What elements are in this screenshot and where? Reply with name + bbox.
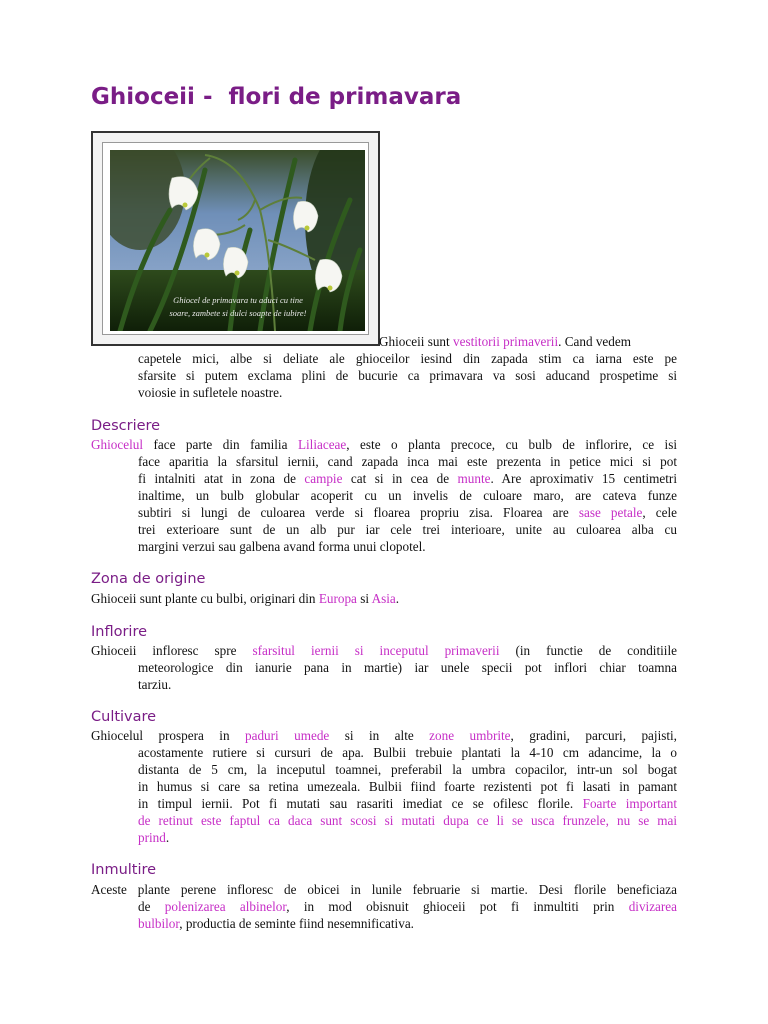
intro-text: capetele mici, albe si deliate ale ghioceilor iesind din zapada stim ca iarna este pe [138, 351, 677, 366]
heading-zona-origine: Zona de origine [91, 571, 206, 587]
heading-inflorire: Inflorire [91, 624, 148, 640]
body-text: , gradini, parcuri, pajisti, [510, 728, 677, 743]
body-text: face aparitia la sfarsitul iernii, cand zapada inca mai este prezenta in petice mici si pot [138, 454, 677, 469]
body-text: in timpul iernii. Pot fi mutati sau rasariti imediat ce se ofilesc florile. [138, 796, 583, 811]
body-text: . [395, 591, 400, 606]
link-paduri-umede[interactable]: paduri umede [245, 728, 330, 743]
cultivare-paragraph [91, 727, 677, 846]
body-text: fi intalniti atat in zona de [138, 471, 305, 486]
link-asia[interactable]: Asia [371, 591, 396, 606]
intro-paragraph [91, 333, 677, 401]
intro-text: . Cand vedem [558, 334, 631, 349]
page-title: Ghioceii - flori de primavara [91, 84, 462, 110]
link-prind[interactable]: prind [138, 830, 166, 845]
body-text: Aceste plante perene infloresc de obicei in lunile februarie si martie. Desi florile beneficiaza [91, 882, 677, 897]
body-text: acostamente rutiere si cursuri de apa. Bulbii trebuie plantati la 4-10 cm adancime, la o [138, 745, 677, 760]
link-vestitorii[interactable]: vestitorii primaverii [453, 334, 559, 349]
link-foarte-important-cont[interactable]: de retinut este faptul ca daca sunt scosi si mutati dupa ce li se usca frunzele, nu se mai [138, 813, 677, 828]
link-divizarea[interactable]: divizarea [628, 899, 678, 914]
link-zone-umbrite[interactable]: zone umbrite [429, 728, 511, 743]
origine-paragraph [91, 590, 677, 607]
body-text: , in mod obisnuit ghioceii pot fi inmultiti prin [286, 899, 629, 914]
body-text: in humus si care sa retina umezeala. Bulbii fiind foarte rezistenti pot fi lasati in pamant [138, 779, 677, 794]
photo-caption-2: soare, zambete si dulci soapte de iubire! [169, 308, 307, 318]
link-sase-petale[interactable]: sase petale [578, 505, 643, 520]
heading-descriere: Descriere [91, 418, 161, 434]
body-text: , cele [642, 505, 678, 520]
body-text: subtiri si lungi de culoarea verde si floarea propriu zisa. Floarea are [138, 505, 579, 520]
snowdrop-image [110, 150, 365, 331]
body-text: margini verzui sau galbena avand forma unui clopotel. [138, 539, 426, 554]
link-campie[interactable]: campie [304, 471, 343, 486]
link-polenizarea[interactable]: polenizarea albinelor [164, 899, 287, 914]
body-text: meteorologice din ianurie pana in martie) iar unele specii pot inflori chiar toamna [138, 660, 677, 675]
inmultire-paragraph [91, 881, 677, 932]
descriere-paragraph [91, 436, 677, 555]
body-text: cat si in cea de [342, 471, 458, 486]
link-ghiocelul[interactable]: Ghiocelul [91, 437, 144, 452]
body-text: . Are aproximativ 15 centimetri [490, 471, 677, 486]
body-text: tarziu. [138, 677, 172, 692]
body-text: , este o planta precoce, cu bulb de inflorire, ce isi [346, 437, 677, 452]
link-sfarsitul-iernii[interactable]: sfarsitul iernii si inceputul primaverii [252, 643, 500, 658]
body-text: , productia de seminte fiind nesemnificativa. [179, 916, 414, 931]
intro-text: Ghioceii sunt [379, 334, 453, 349]
body-text: distanta de 5 cm, la inceputul toamnei, preferabil la umbra copacilor, intr-un sol bogat [138, 762, 677, 777]
intro-text: sfarsite si putem exclama plini de bucurie ca primavara va sosi aducand prospetime si [138, 368, 677, 383]
heading-cultivare: Cultivare [91, 709, 157, 725]
intro-text: voiosie in sufletele noastre. [138, 385, 283, 400]
inflorire-paragraph [91, 642, 677, 693]
body-text: inaltime, un bulb globular acoperit cu un invelis de culoare maro, are cateva funze [138, 488, 677, 503]
body-text: de [138, 899, 165, 914]
body-text: si in alte [329, 728, 430, 743]
body-text: trei exterioare sunt de un alb pur iar cele trei interioare, unite au culoarea alba cu [138, 522, 677, 537]
body-text: (in functie de conditiile [499, 643, 677, 658]
link-bulbilor[interactable]: bulbilor [138, 916, 180, 931]
heading-inmultire: Inmultire [91, 862, 157, 878]
body-text: si [356, 591, 372, 606]
body-text: . [165, 830, 170, 845]
link-liliaceae[interactable]: Liliaceae [297, 437, 347, 452]
body-text: Ghioceii infloresc spre [91, 643, 253, 658]
photo-caption-1: Ghiocel de primavara tu aduci cu tine [173, 295, 303, 305]
link-munte[interactable]: munte [457, 471, 491, 486]
body-text: Ghioceii sunt plante cu bulbi, originari din [91, 591, 319, 606]
body-text: face parte din familia [143, 437, 298, 452]
link-europa[interactable]: Europa [318, 591, 357, 606]
snowdrop-photo [91, 131, 380, 346]
link-foarte-important[interactable]: Foarte important [582, 796, 677, 811]
body-text: Ghiocelul prospera in [91, 728, 245, 743]
